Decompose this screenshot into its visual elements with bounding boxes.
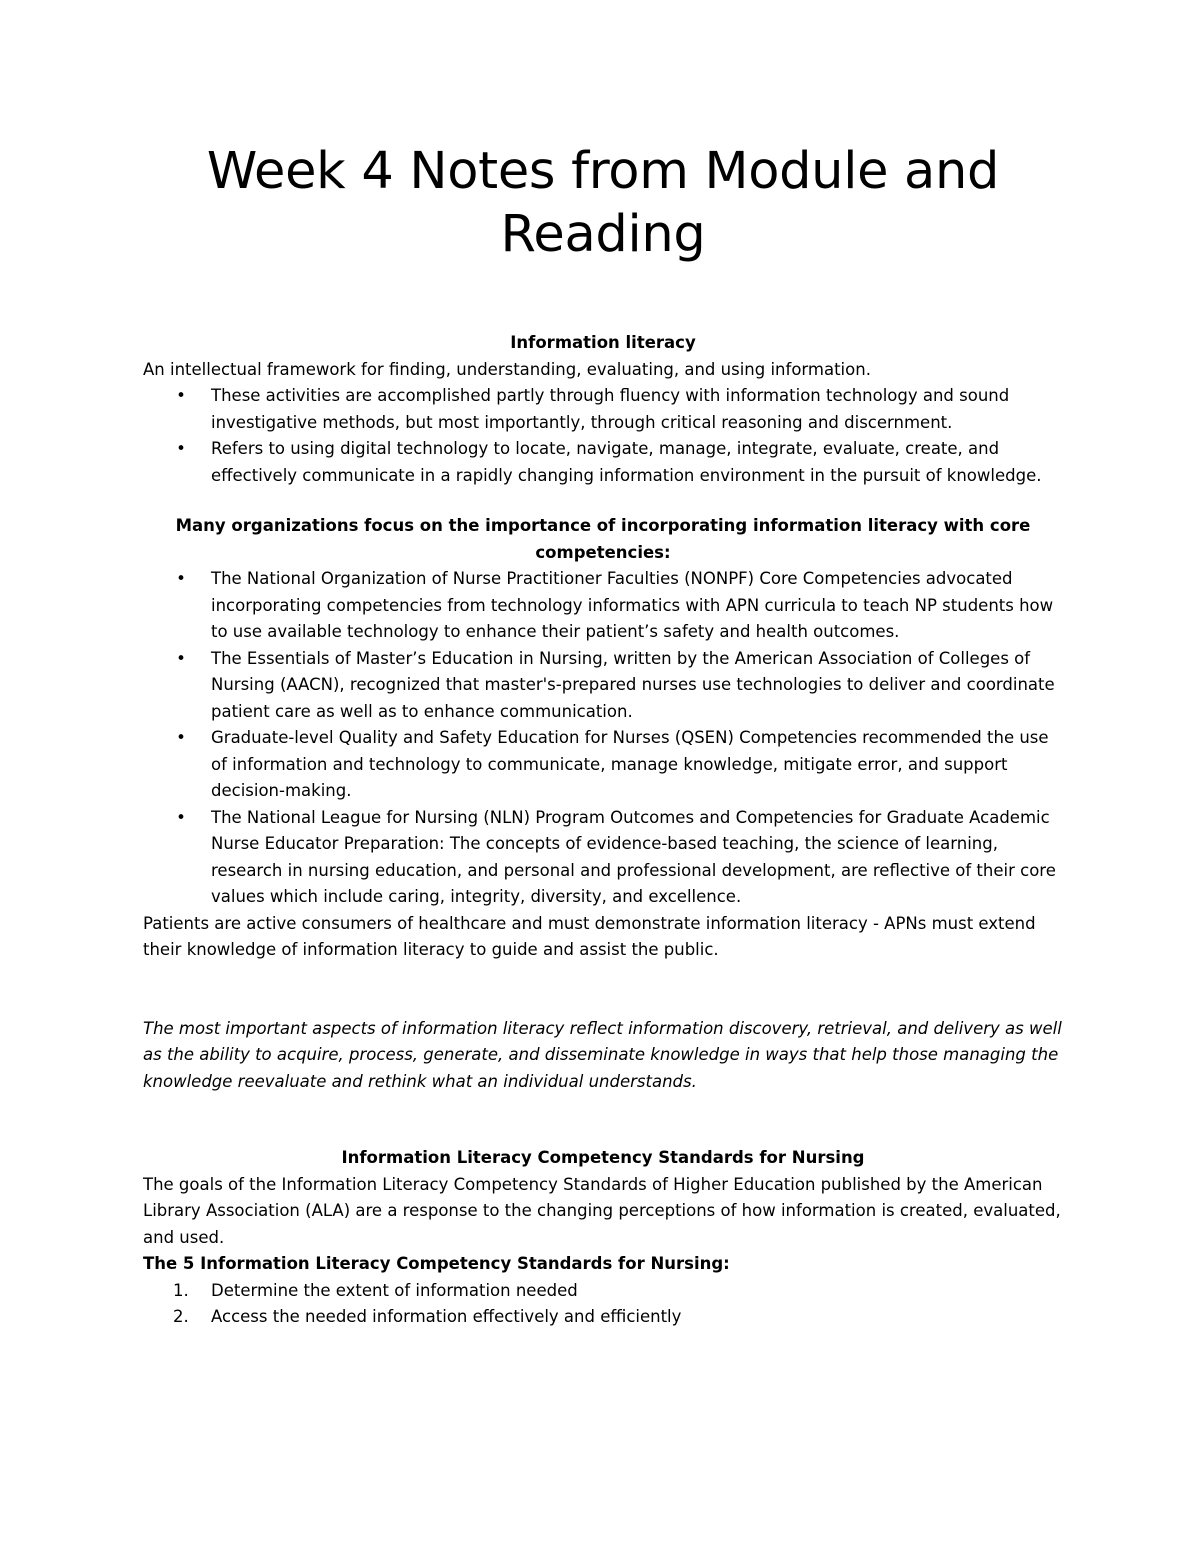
- list-item: [143, 1304, 1063, 1331]
- section-heading-information-literacy: Information literacy: [510, 333, 696, 352]
- list-item-text: The National Organization of Nurse Practitioner Faculties (NONPF) Core Competencies advocated incorporating competencies from technology informatics with APN curricula to teach NP students how to use available technology to enhance their patient’s safety and health outcomes.: [211, 569, 1054, 641]
- bullet-icon: •: [176, 648, 186, 668]
- subheading-five-standards: The 5 Information Literacy Competency Standards for Nursing:: [143, 1254, 730, 1273]
- section-intro: An intellectual framework for finding, understanding, evaluating, and using information.: [143, 359, 871, 379]
- spacer: [143, 1095, 1063, 1145]
- list-item: [143, 805, 1063, 911]
- spacer: [143, 489, 1063, 513]
- bullet-list: [143, 566, 1063, 911]
- bullet-icon: •: [176, 728, 186, 747]
- list-number: 1.: [173, 1280, 189, 1300]
- list-item: [143, 436, 1063, 489]
- bullet-icon: •: [176, 439, 186, 458]
- list-item: [143, 646, 1063, 726]
- document-page: [143, 140, 1063, 1331]
- list-item-text: Graduate-level Quality and Safety Education for Nurses (QSEN) Competencies recommended the use of information and technology to communicate, manage knowledge, mitigate error, and support decision-making.: [211, 728, 1049, 800]
- italic-note: The most important aspects of information literacy reflect information discovery, retrieval, and delivery as well as the ability to acquire, process, generate, and disseminate knowledge in ways that help those managing the knowledge reevaluate and rethink what an individual understands.: [143, 1018, 1062, 1091]
- numbered-list: [143, 1278, 1063, 1331]
- bullet-icon: •: [176, 386, 186, 405]
- bullet-icon: •: [176, 807, 186, 827]
- section-intro: The goals of the Information Literacy Competency Standards of Higher Education published by the American Library Association (ALA) are a response to the changing perceptions of how information is created, evaluated, and used.: [143, 1174, 1061, 1247]
- section-heading-organizations: Many organizations focus on the importance of incorporating information literacy with core competencies:: [175, 516, 1031, 562]
- list-item: [143, 383, 1063, 436]
- list-item-text: Determine the extent of information needed: [211, 1280, 578, 1300]
- spacer: [143, 266, 1063, 330]
- list-item: [143, 566, 1063, 646]
- list-item-text: The National League for Nursing (NLN) Program Outcomes and Competencies for Graduate Academic Nurse Educator Preparation: The concepts of evidence-based teaching, the science of learning, research in nursing education, and personal and professional development, are reflective of their core values which include caring, integrity, diversity, and excellence.: [211, 807, 1056, 906]
- list-item: [143, 725, 1063, 805]
- list-item-text: Access the needed information effectively and efficiently: [211, 1307, 682, 1326]
- bullet-list: [143, 383, 1063, 489]
- section-closing: Patients are active consumers of healthcare and must demonstrate information literacy - APNs must extend their knowledge of information literacy to guide and assist the public.: [143, 913, 1036, 959]
- list-number: 2.: [173, 1307, 189, 1326]
- bullet-icon: •: [176, 569, 186, 588]
- list-item: [143, 1278, 1063, 1305]
- list-item-text: These activities are accomplished partly through fluency with information technology and sound investigative methods, but most importantly, through critical reasoning and discernment.: [211, 386, 1010, 432]
- list-item-text: Refers to using digital technology to locate, navigate, manage, integrate, evaluate, create, and effectively communicate in a rapidly changing information environment in the pursuit of knowledge.: [211, 439, 1042, 485]
- spacer: [143, 964, 1063, 1016]
- list-item-text: The Essentials of Master’s Education in Nursing, written by the American Association of Colleges of Nursing (AACN), recognized that master's-prepared nurses use technologies to deliver and coordinate patient care as well as to enhance communication.: [211, 648, 1055, 721]
- section-heading-competency-standards: Information Literacy Competency Standards for Nursing: [341, 1148, 865, 1167]
- document-title: Week 4 Notes from Module and Reading: [206, 142, 1000, 264]
